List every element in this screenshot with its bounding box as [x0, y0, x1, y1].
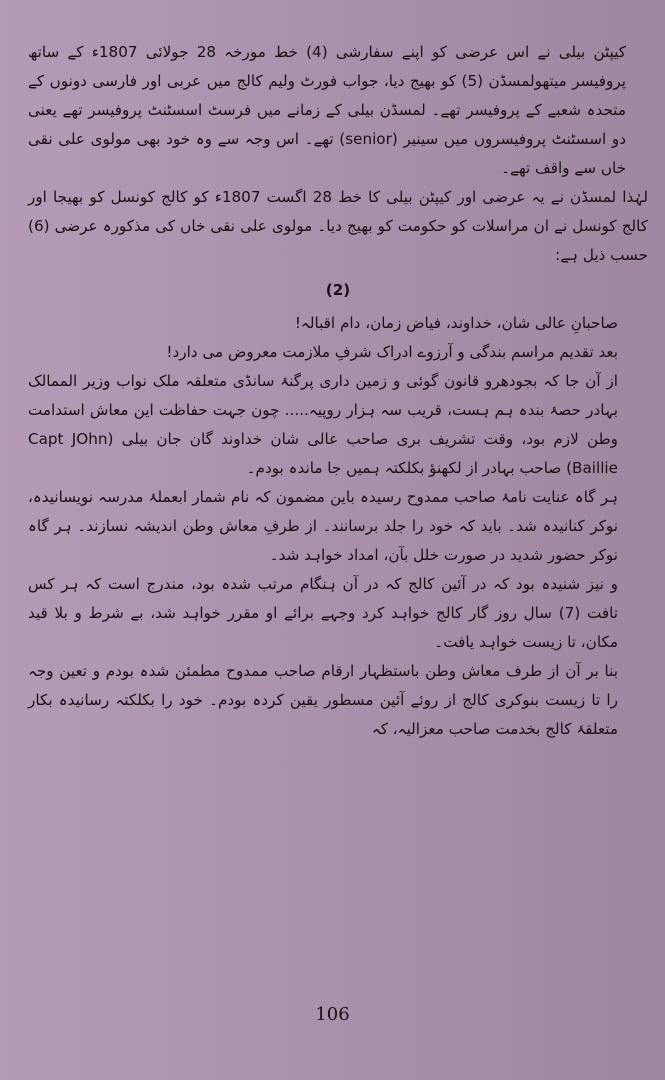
letter-paragraph-3: و نیز شنیدہ بود کہ در آئین کالج کہ در آن ہنگام مرتب شدہ بود، مندرج است کہ ہر کس تافت (7) سال روز گار کالج خواہد کرد وجہے برائے او مقرر خواہد شد، بے شرط و بلا قید مکان، تا زیست خواہد یافت۔ [28, 575, 619, 651]
section-number: (2) [325, 281, 351, 299]
paragraph-1: کیپٹن بیلی نے اس عرضی کو اپنے سفارشی (4) خط مورخہ 28 جولائی 1807ء کے ساتھ پروفیسر میتھولمسڈن (5) کو بھیج دیا، جواب فورٹ ولیم کالج میں عربی اور فارسی دونوں کے متحدہ شعبے کے پروفیسر تھے۔ لمسڈن بیلی کے زمانے میں فرسٹ اسسٹنٹ پروفیسر تھے یعنی دو اسسٹنٹ پروفیسروں میں سینیر (senior) تھے۔ اس وجہ سے وہ خود بھی مولوی علی نقی خاں سے واقف تھے۔ [28, 43, 626, 177]
letter-paragraph-1: از آن جا کہ بجودھرو قانون گوئی و زمین داری پرگنۂ سانڈی متعلقہ ملک نواب وزیر الممالک بہادر حصۂ بندہ ہم ہست، قریب سہ ہزار روپیہ..... چون جہت حفاظت این معاش استدامت وطن لازم بود، وقت تشریف بری صاحب عالی شان خداوند گان جان بیلی (Capt JOhn Baillie) صاحب بہادر از لکھنؤ بکلکتہ ہمیں جا ماندہ بودم۔ [28, 372, 618, 477]
letter-paragraph-4: بنا بر آن از طرف معاش وطن باستظہار ارقام صاحب ممدوح مطمئن شدہ بودم و تعین وجہ را تا زیست بنوکری کالج از روئے آئین مسطور یقین کردہ بودم۔ خود را بکلکتہ رسانیدہ بکار متعلقۂ کالج بخدمت صاحب معزالیہ، کہ [28, 662, 618, 738]
letter-opening: بعد تقدیم مراسم بندگی و آرزوے ادراک شرفِ ملازمت معروض می دارد! [166, 343, 618, 361]
paragraph-2: لہٰذا لمسڈن نے یہ عرضی اور کیپٹن بیلی کا خط 28 اگست 1807ء کو کالج کونسل کو بھیجا اور کالج کونسل نے ان مراسلات کو حکومت کو بھیج دیا۔ مولوی علی نقی خاں کی مذکورہ عرضی (6) حسب ذیل ہے: [28, 188, 648, 264]
body-text [28, 38, 648, 744]
letter-paragraph-2: ہر گاہ عنایت نامۂ صاحب ممدوح رسیدہ باین مضمون کہ نام شمار ابعملۂ مدرسہ نویسانیدہ، نوکر کنانیدہ شد۔ باید کہ خود را جلد برسانند۔ از طرفِ معاش وطن اندیشہ نسازند۔ ہر گاہ نوکر حضور شدید در صورت خلل بآن، امداد خواہد شد۔ [28, 488, 618, 564]
letter-salutation: صاحبانِ عالی شان، خداوند، فیاض زمان، دام اقبالہ! [294, 314, 618, 332]
page-number: 106 [315, 1004, 350, 1025]
